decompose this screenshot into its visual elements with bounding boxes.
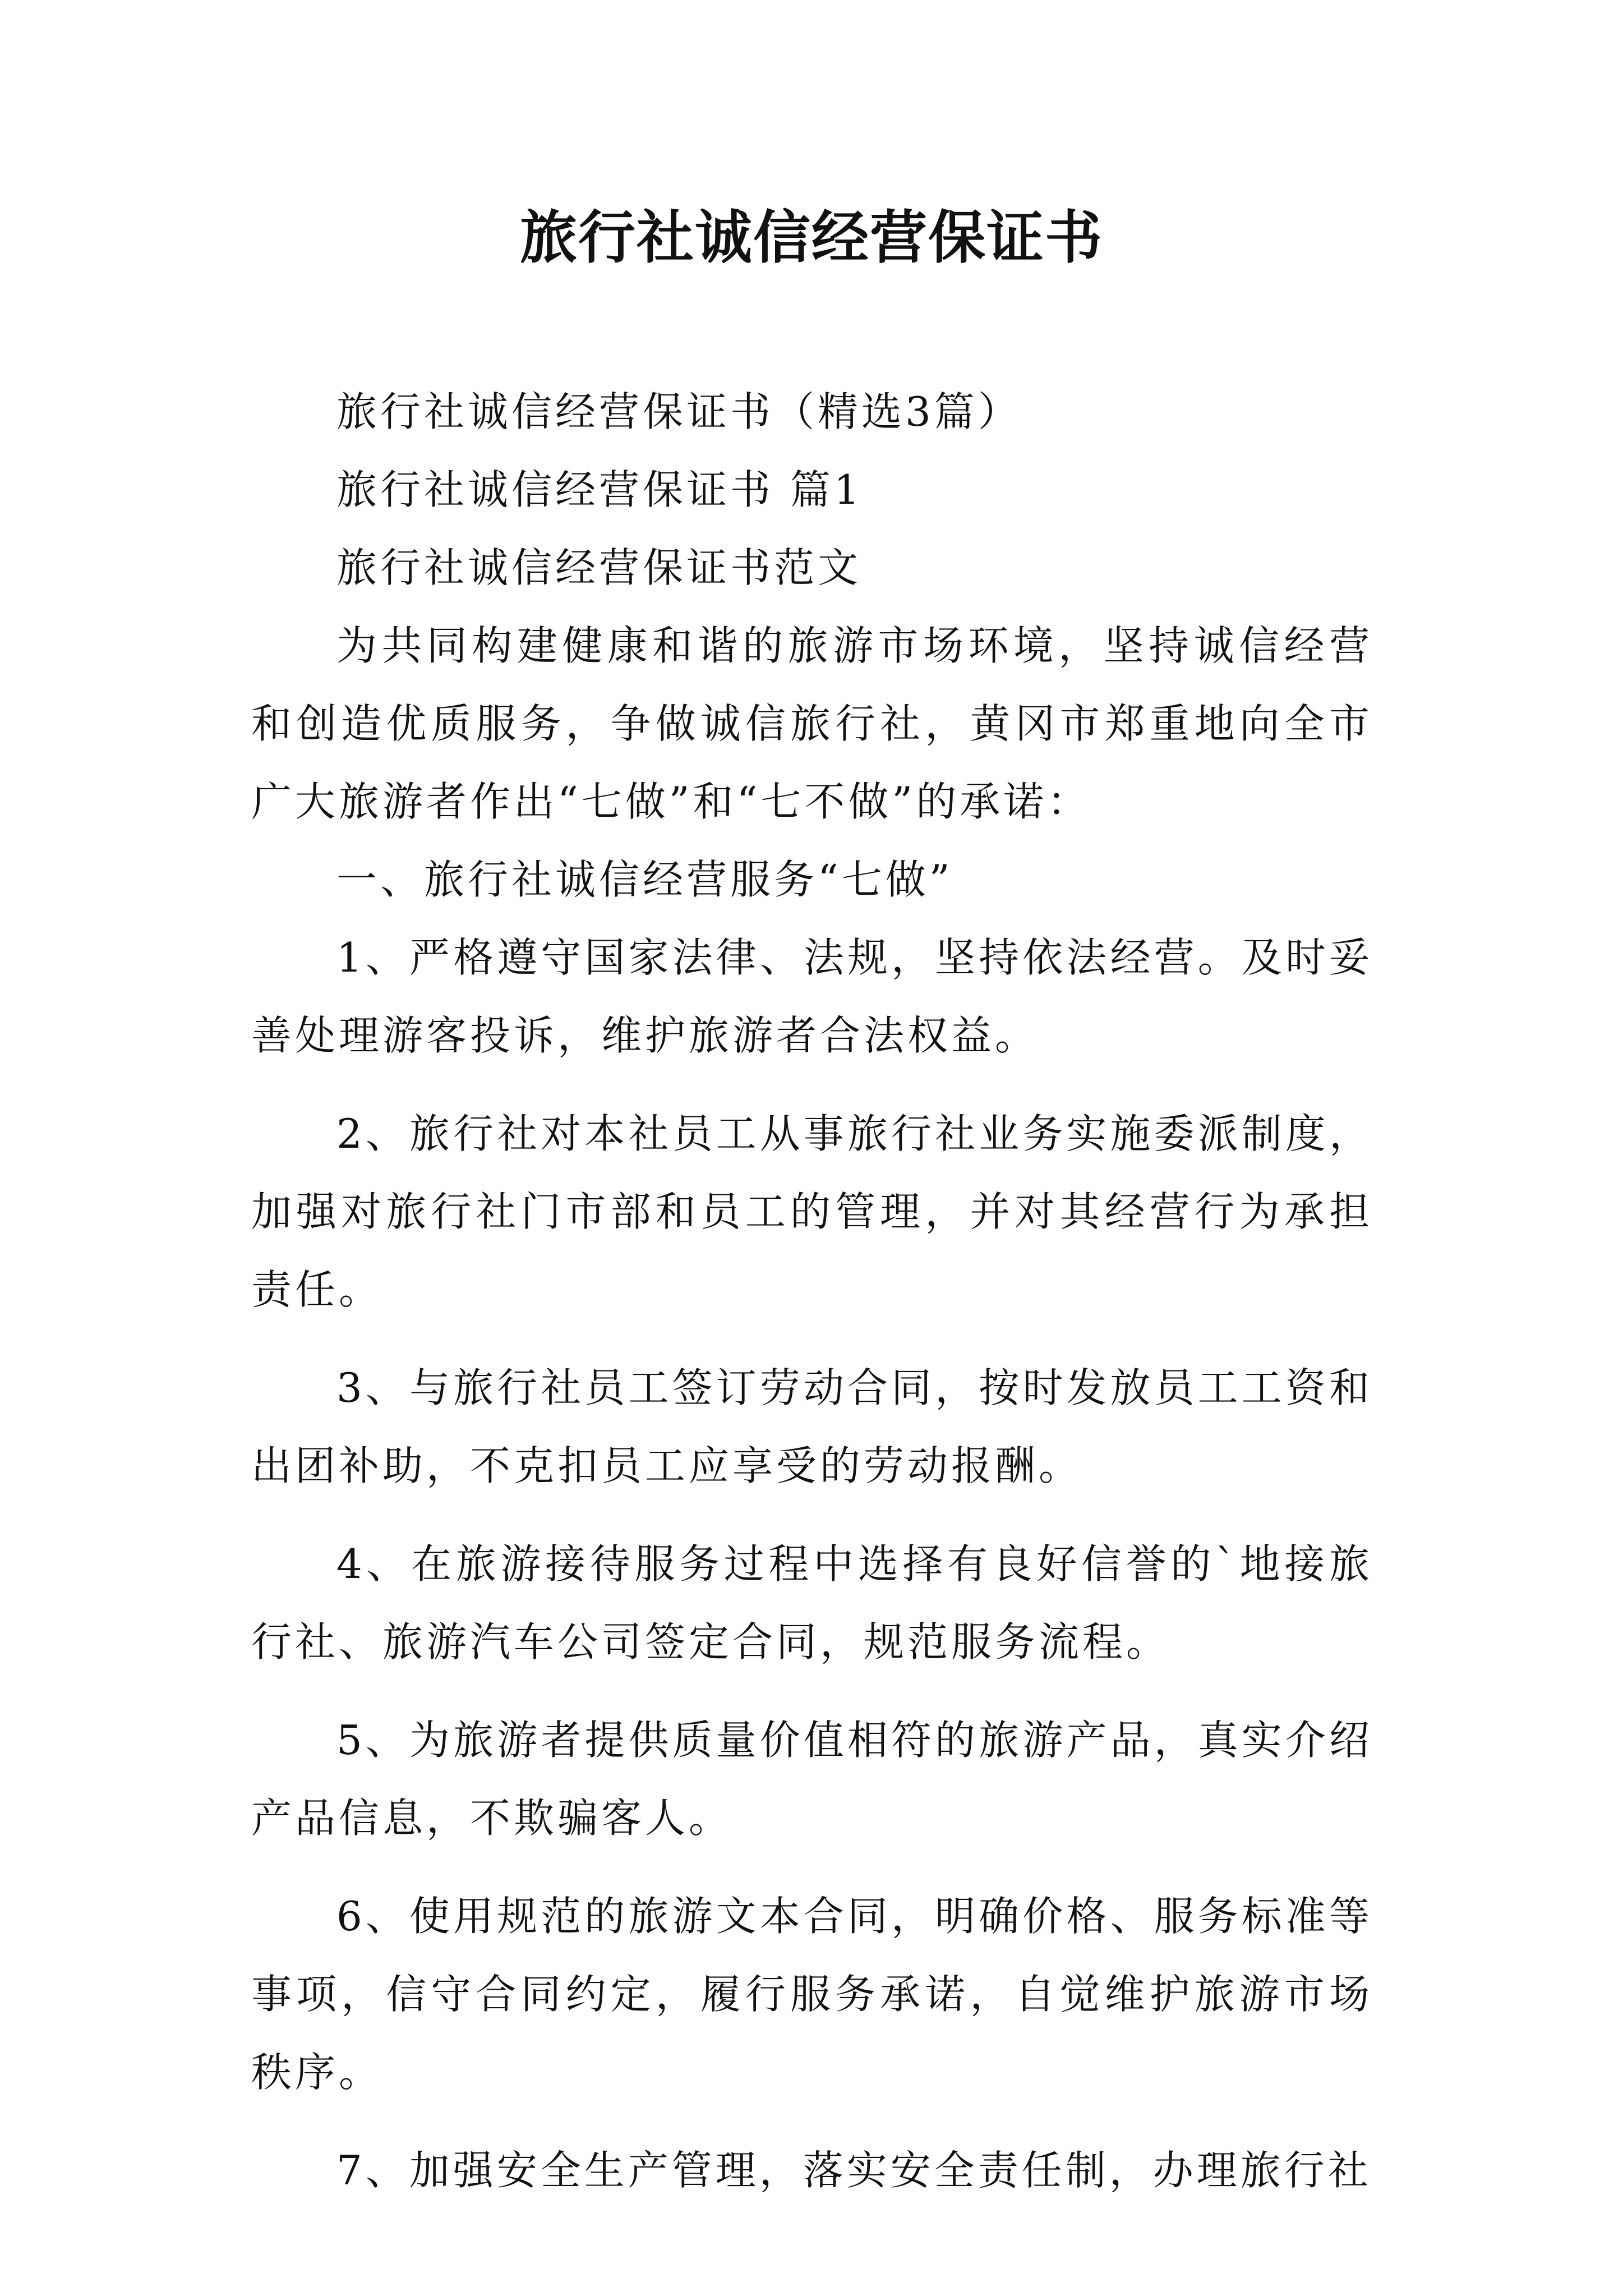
paragraph-item-6: 6、使用规范的旅游文本合同，明确价格、服务标准等事项，信守合同约定，履行服务承诺，自觉维护旅游市场秩序。 <box>251 1893 1373 2096</box>
paragraph-item-5: 5、为旅游者提供质量价值相符的旅游产品，真实介绍产品信息，不欺骗客人。 <box>251 1717 1373 1842</box>
paragraph-sample-heading: 旅行社诚信经营保证书范文 <box>336 544 862 591</box>
page-title: 旅行社诚信经营保证书 <box>520 205 1103 272</box>
paragraph-spacer <box>251 2111 1373 2132</box>
paragraph-item-3: 3、与旅行社员工签订劳动合同，按时发放员工工资和出团补助，不克扣员工应享受的劳动报酬。 <box>251 1364 1373 1489</box>
paragraph-intro: 为共同构建健康和谐的旅游市场环境，坚持诚信经营和创造优质服务，争做诚信旅行社，黄冈市郑重地向全市广大旅游者作出“七做”和“七不做”的承诺： <box>251 622 1373 825</box>
paragraph-item-2: 2、旅行社对本社员工从事旅行社业务实施委派制度，加强对旅行社门市部和员工的管理，并对其经营行为承担责任。 <box>251 1110 1373 1313</box>
paragraph-spacer <box>251 1329 1373 1349</box>
paragraph-item-7: 7、加强安全生产管理，落实安全责任制，办理旅行社 <box>336 2147 1372 2194</box>
paragraph-subtitle: 旅行社诚信经营保证书（精选3篇） <box>336 388 1022 435</box>
paragraph-part-heading: 一、旅行社诚信经营服务“七做” <box>336 856 953 903</box>
paragraph-spacer <box>251 1075 1373 1095</box>
paragraph-spacer <box>251 1681 1373 1701</box>
paragraph-section-heading: 旅行社诚信经营保证书 篇1 <box>336 466 863 513</box>
paragraph-spacer <box>251 1857 1373 1878</box>
paragraph-item-4: 4、在旅游接待服务过程中选择有良好信誉的`地接旅行社、旅游汽车公司签定合同，规范服务流程。 <box>251 1540 1373 1665</box>
document-body <box>251 373 1373 2210</box>
paragraph-item-1: 1、严格遵守国家法律、法规，坚持依法经营。及时妥善处理游客投诉，维护旅游者合法权益。 <box>251 934 1373 1059</box>
paragraph-spacer <box>251 1505 1373 1525</box>
